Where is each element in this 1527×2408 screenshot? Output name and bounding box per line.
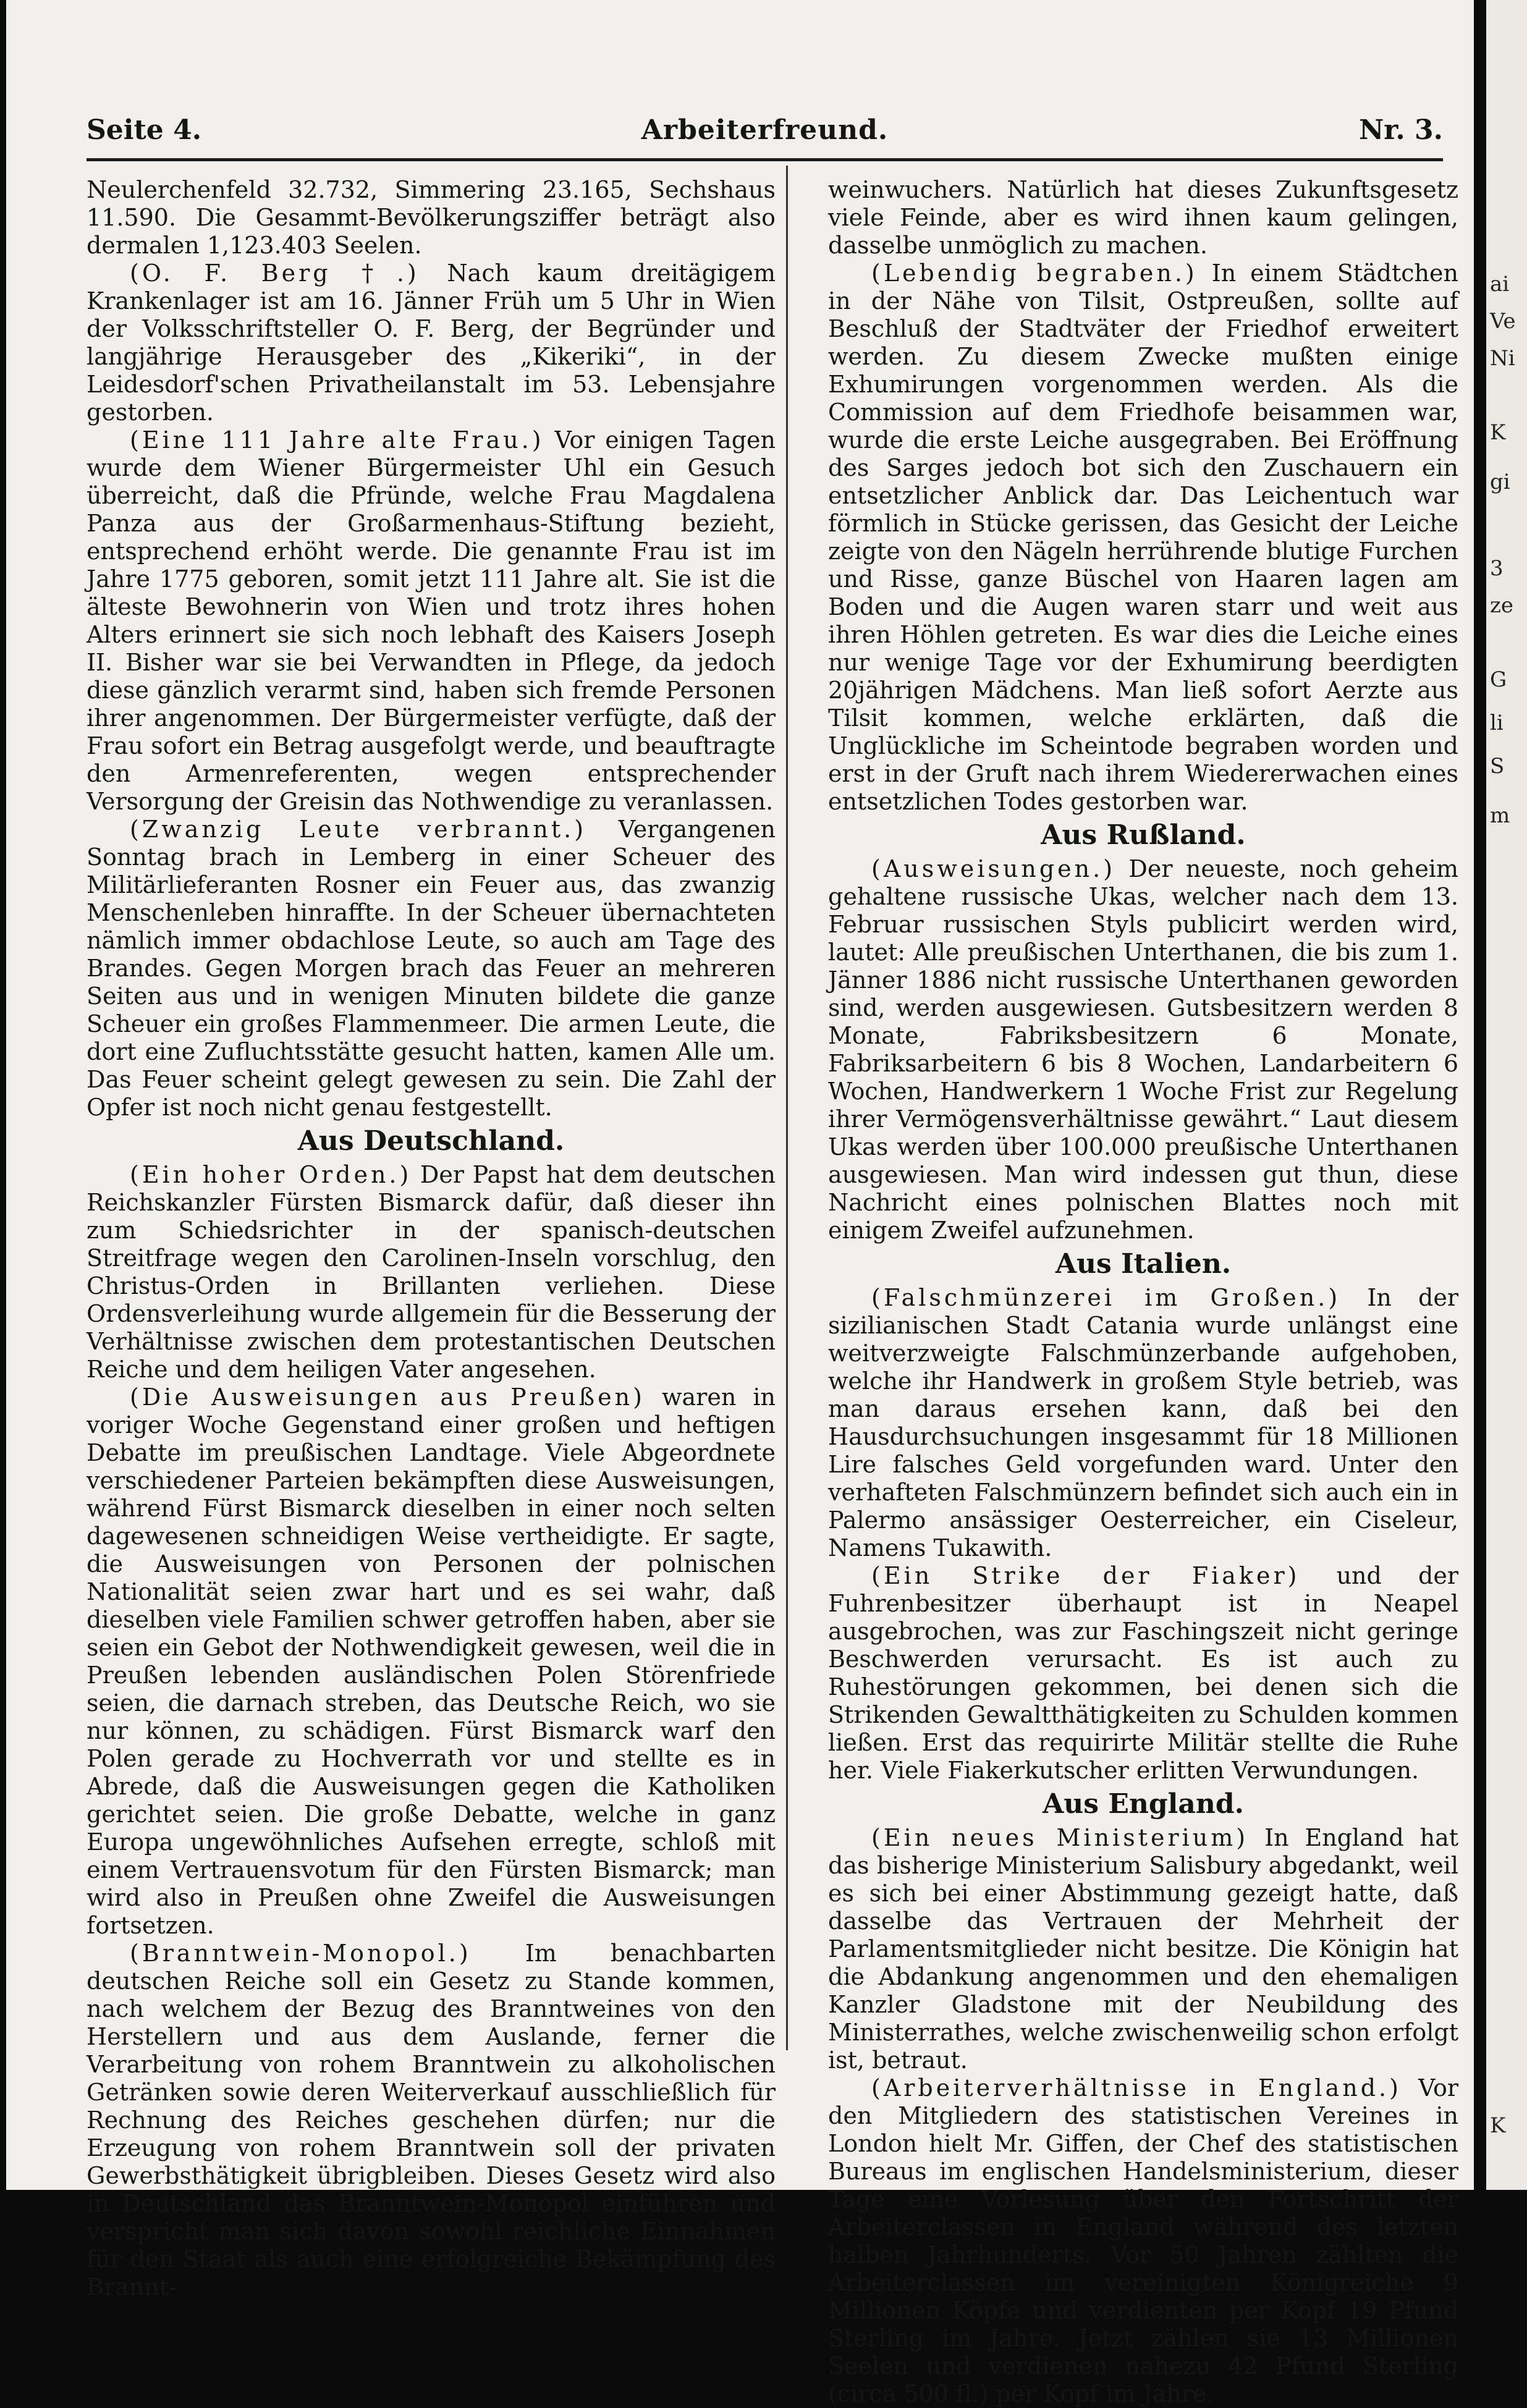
article-berg: (O. F. Berg †.) Nach kaum dreitägigem Krankenlager ist am 16. Jänner Früh um 5 Uhr in Wien der Volksschriftsteller O. F. Berg, der Begründer und langjährige Herausgeber des „Kikeriki“, in der Leidesdorf'schen Privatheilanstalt im 53. Lebensjahre gestorben. [87,260,776,426]
edge-fragment: 3 [1490,556,1504,581]
edge-fragment: Ve [1490,309,1516,334]
page-header [87,114,1443,151]
edge-fragment: S [1490,754,1505,779]
right-column [828,176,1458,2408]
edge-fragment: ze [1490,593,1514,618]
article-verbrannt: (Zwanzig Leute verbrannt.) Vergangenen Sonntag brach in Lemberg in einer Scheuer des Militärlieferanten Rosner ein Feuer aus, das zwanzig Menschenleben hinraffte. In der Scheuer übernachteten nämlich immer obdachlose Leute, so auch am Tage des Brandes. Gegen Morgen brach das Feuer an mehreren Seiten aus und in wenigen Minuten bildete die ganze Scheuer ein großes Flammenmeer. Die armen Leute, die dort eine Zufluchtsstätte gesucht hatten, kamen Alle um. Das Feuer scheint gelegt gewesen zu sein. Die Zahl der Opfer ist noch nicht genau festgestellt. [87,816,776,1121]
section-heading-england: Aus England. [1043,1788,1244,1820]
article-branntwein: (Branntwein-Monopol.) Im benachbarten deutschen Reiche soll ein Gesetz zu Stande kommen, nach welchem der Bezug des Branntweines von den Herstellern und aus dem Auslande, ferner die Verarbeitung von rohem Branntwein zu alkoholischen Getränken sowie deren Weiterverkauf ausschließlich für Rechnung des Reiches geschehen dürfen; nur die Erzeugung von rohem Branntwein soll der privaten Gewerbsthätigkeit übrigbleiben. Dieses Gesetz wird also in Deutschland das Branntwein-Monopol einführen und verspricht man sich davon sowohl reichliche Einnahmen für den Staat als auch eine erfolgreiche Bekämpfung des Brannt- [87,1940,776,2300]
edge-fragment: ai [1490,272,1510,297]
edge-fragment: G [1490,667,1507,692]
article-ministerium: (Ein neues Ministerium) In England hat das bisherige Ministerium Salisbury abgedankt, weil es sich bei einer Abstimmung gezeigt hatte, daß dasselbe das Vertrauen der Mehrheit der Parlamentsmitglieder nicht besitze. Die Königin hat die Abdankung angenommen und den ehemaligen Kanzler Gladstone mit der Neubildung des Ministerrathes, welche zwischenweilig schon erfolgt ist, betraut. [828,1824,1458,2074]
article-orden: (Ein hoher Orden.) Der Papst hat dem deutschen Reichskanzler Fürsten Bismarck dafür, daß dieser ihn zum Schiedsrichter in der spanisch-deutschen Streitfrage wegen den Carolinen-Inseln vorschlug, den Christus-Orden in Brillanten verliehen. Diese Ordensverleihung wurde allgemein für die Besserung der Verhältnisse zwischen dem protestantischen Deutschen Reiche und dem heiligen Vater angesehen. [87,1161,776,1383]
left-column [87,176,776,2301]
newspaper-title: Arbeiterfreund. [641,114,889,146]
column-divider [786,166,788,2050]
edge-fragment: Ni [1490,346,1515,371]
article-fiaker: (Ein Strike der Fiaker) und der Fuhrenbesitzer überhaupt ist in Neapel ausgebrochen, was zur Faschingszeit nicht geringe Beschwerden verursacht. Es ist auch zu Ruhestörungen gekommen, bei denen sich die Strikenden Gewaltthätigkeiten zu Schulden kommen ließen. Erst das requirirte Militär stellte die Ruhe her. Viele Fiakerkutscher erlitten Verwundungen. [828,1562,1458,1784]
article-falschmuenzerei: (Falschmünzerei im Großen.) In der sizilianischen Stadt Catania wurde unlängst eine weitverzweigte Falschmünzerbande aufgehoben, welche ihr Handwerk in großem Style betrieb, was man daraus ersehen kann, daß bei den Hausdurchsuchungen insgesammt für 18 Millionen Lire falsches Geld vorgefunden ward. Unter den verhafteten Falschmünzern befindet sich auch ein in Palermo ansässiger Oesterreicher, ein Ciseleur, Namens Tukawith. [828,1284,1458,1561]
edge-fragment: K [1490,2113,1506,2138]
edge-fragment: m [1490,803,1510,828]
section-heading-russland: Aus Rußland. [1041,819,1246,851]
edge-fragment: gi [1490,470,1510,494]
page-number: Seite 4. [87,114,202,146]
header-rule [87,158,1443,161]
edge-fragment: K [1490,420,1506,445]
newspaper-page [6,0,1474,2407]
issue-number: Nr. 3. [1359,114,1443,146]
article-begraben: (Lebendig begraben.) In einem Städtchen in der Nähe von Tilsit, Ostpreußen, sollte auf Beschluß der Stadtväter der Friedhof erweitert werden. Zu diesem Zwecke mußten einige Exhumirungen vorgenommen werden. Als die Commission auf dem Friedhofe beisammen war, wurde die erste Leiche ausgegraben. Bei Eröffnung des Sarges jedoch bot sich den Zuschauern ein entsetzlicher Anblick dar. Das Leichentuch war förmlich in Stücke gerissen, das Gesicht der Leiche zeigte von den Nägeln herrührende blutige Furchen und Risse, ganze Büschel von Haaren lagen am Boden und die Augen waren starr und weit aus ihren Höhlen getreten. Es war dies die Leiche eines nur wenige Tage vor der Exhumirung beerdigten 20jährigen Mädchens. Man ließ sofort Aerzte aus Tilsit kommen, welche erklärten, daß die Unglückliche im Scheintode begraben worden und erst in der Gruft nach ihrem Wiedererwachen eines entsetzlichen Todes gestorben war. [828,260,1458,815]
edge-fragment: li [1490,711,1504,735]
next-page-edge [1486,0,1527,2190]
article-ausweisungen-preussen: (Die Ausweisungen aus Preußen) waren in voriger Woche Gegenstand einer großen und heftigen Debatte im preußischen Landtage. Viele Abgeordnete verschiedener Parteien bekämpften diese Ausweisungen, während Fürst Bismarck dieselben in einer noch selten dagewesenen schneidigen Weise vertheidigte. Er sagte, die Ausweisungen von Personen der polnischen Nationalität seien zwar hart und es sei wahr, daß dieselben viele Familien schwer getroffen haben, aber sie seien ein Gebot der Nothwendigkeit gewesen, weil die in Preußen lebenden ausländischen Polen Störenfriede seien, die darnach streben, das Deutsche Reich, wo sie nur können, zu schädigen. Fürst Bismarck warf den Polen gerade zu Hochverrath vor und stellte es in Abrede, daß die Ausweisungen gegen die Katholiken gerichtet seien. Die große Debatte, welche in ganz Europa ungewöhnliches Aufsehen erregte, schloß mit einem Vertrauensvotum für den Fürsten Bismarck; man wird also in Preußen ohne Zweifel die Ausweisungen fortsetzen. [87,1384,776,1939]
article-arbeiterverhaeltnisse: (Arbeiterverhältnisse in England.) Vor den Mitgliedern des statistischen Vereines in London hielt Mr. Giffen, der Chef des statistischen Bureaus im englischen Handelsministerium, dieser Tage eine Vorlesung über den Fortschritt der Arbeiterclassen in England während des letzten halben Jahrhunderts. Vor 50 Jahren zählten die Arbeiterclassen im vereinigten Königreiche 9 Millionen Köpfe und verdienten per Kopf 19 Pfund Sterling im Jahre. Jetzt zählen sie 13 Millionen Seelen und verdienen nahezu 42 Pfund Sterling (circa 500 fl.) per Kopf im Jahre. [828,2074,1459,2407]
article-ausweisungen-russland: (Ausweisungen.) Der neueste, noch geheim gehaltene russische Ukas, welcher nach dem 13. Februar russischen Styls publicirt werden wird, lautet: Alle preußischen Unterthanen, die bis zum 1. Jänner 1886 nicht russische Unterthanen geworden sind, werden ausgewiesen. Gutsbesitzern werden 8 Monate, Fabriksbesitzern 6 Monate, Fabriksarbeitern 6 bis 8 Wochen, Landarbeitern 6 Wochen, Handwerkern 1 Woche Frist zur Regelung ihrer Vermögensverhältnisse gewährt.“ Laut diesem Ukas werden über 100.000 preußische Unterthanen ausgewiesen. Man wird indessen gut thun, diese Nachricht eines polnischen Blattes noch mit einigem Zweifel aufzunehmen. [828,855,1458,1244]
section-heading-deutschland: Aus Deutschland. [297,1125,565,1157]
section-heading-italien: Aus Italien. [1055,1248,1232,1280]
article-111-jahre: (Eine 111 Jahre alte Frau.) Vor einigen Tagen wurde dem Wiener Bürgermeister Uhl ein Gesuch überreicht, daß die Pfründe, welche Frau Magdalena Panza aus der Großarmenhaus-Stiftung bezieht, entsprechend erhöht werde. Die genannte Frau ist im Jahre 1775 geboren, somit jetzt 111 Jahre alt. Sie ist die älteste Bewohnerin von Wien und trotz ihres hohen Alters erinnert sie sich noch lebhaft des Kaisers Joseph II. Bisher war sie bei Verwandten in Pflege, da jedoch diese gänzlich verarmt sind, haben sich fremde Personen ihrer angenommen. Der Bürgermeister verfügte, daß der Frau sofort ein Betrag ausgefolgt werde, und beauftragte den Armenreferenten, wegen entsprechender Versorgung der Greisin das Nothwendige zu veranlassen. [87,426,776,815]
article-paragraph: Neulerchenfeld 32.732, Simmering 23.165, Sechshaus 11.590. Die Gesammt-Bevölkerungsziffer beträgt also dermalen 1,123.403 Seelen. [87,176,776,259]
article-paragraph: weinwuchers. Natürlich hat dieses Zukunftsgesetz viele Feinde, aber es wird ihnen kaum gelingen, dasselbe unmöglich zu machen. [828,176,1458,259]
